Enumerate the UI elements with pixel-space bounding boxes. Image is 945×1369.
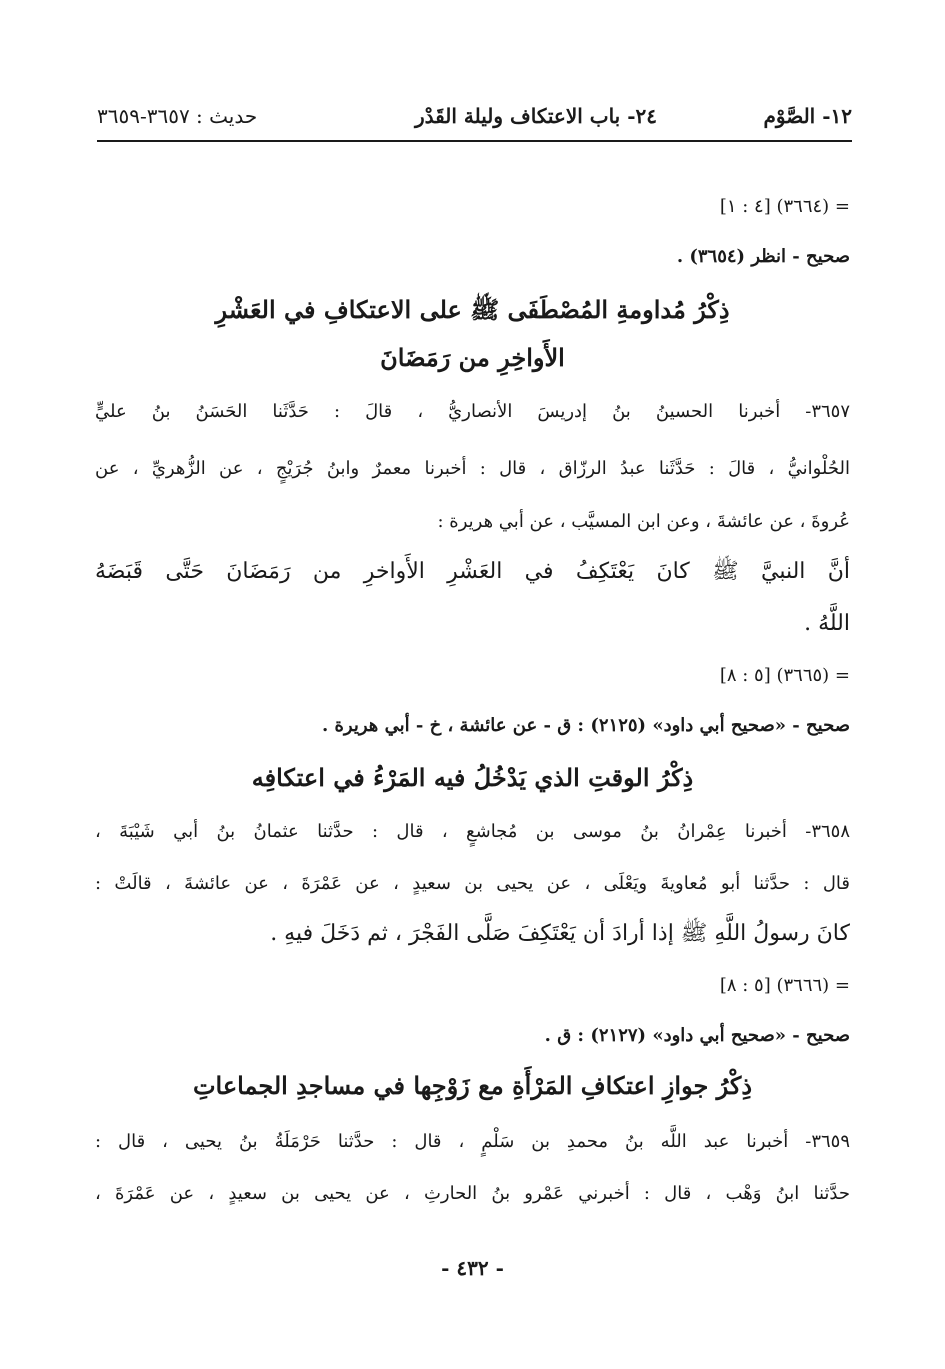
header-hadith-range: حديث : ٣٦٥٧-٣٦٥٩ [97, 104, 258, 128]
matn-line: اللَّهُ . [804, 611, 850, 636]
header-divider [97, 140, 852, 142]
isnad-line: قال : حدَّثنا أبو مُعاويةَ ويَعْلَى ، عن يحيى بن سعيدٍ ، عن عَمْرَةَ ، عن عائشةَ ، قالَتْ : [95, 873, 850, 894]
section-title: ذِكْرُ الوقتِ الذي يَدْخُلُ فيه المَرْءُ في اعتكافِه [251, 763, 694, 792]
grading-note: صحيح - «صحيح أبي داود» (٢١٢٥) : ق - عن عائشة ، خ - أبي هريرة . [321, 715, 850, 736]
header-chapter: ١٢- الصَّوْم [763, 104, 852, 128]
grading-note: صحيح - «صحيح أبي داود» (٢١٢٧) : ق . [544, 1025, 850, 1046]
page-number: - ٤٣٢ - [441, 1256, 504, 1280]
isnad-line: ٣٦٥٨- أخبرنا عِمْرانُ بنُ موسى بن مُجاشعٍ ، قال : حدَّثنا عثمانُ بنُ أبي شَيْبَةَ ، [95, 821, 850, 842]
header-section: ٢٤- باب الاعتكاف وليلة القَدْر [415, 104, 657, 128]
cross-reference: = (٣٦٦٥) [٥ : ٨] [719, 665, 850, 686]
isnad-line: حدَّثنا ابنُ وَهْب ، قال : أخبرني عَمْرو بنُ الحارثِ ، عن يحيى بن سعيدٍ ، عن عَمْرَةَ ، [95, 1183, 850, 1204]
section-title-continued: الأَواخِرِ من رَمَضَانَ [380, 343, 565, 372]
running-header [97, 100, 852, 136]
isnad-line: ٣٦٥٧- أخبرنا الحسينُ بنُ إدريسَ الأنصاريُّ ، قالَ : حَدَّثَنا الحَسَنُ بنُ عليٍّ [95, 401, 850, 422]
section-title: ذِكْرُ مُداومةِ المُصْطَفَى ﷺ على الاعتكافِ في العَشْرِ [215, 295, 730, 324]
isnad-line: عُروةَ ، عن عائشةَ ، وعن ابن المسيَّب ، عن أبي هريرة : [437, 511, 850, 532]
isnad-line: الحُلْوانيُّ ، قالَ : حَدَّثَنا عبدُ الرزّاق ، قال : أخبرنا معمرٌ وابنُ جُرَيْجٍ ، عن الزُّهريِّ ، عن [95, 458, 850, 479]
cross-reference: = (٣٦٦٤) [٤ : ١] [719, 196, 850, 217]
matn-line: كانَ رسولُ اللَّهِ ﷺ إذا أرادَ أن يَعْتَكِفَ صَلَّى الفَجْرَ ، ثم دَخَلَ فيهِ . [270, 921, 850, 946]
section-title: ذِكْرُ جوازِ اعتكافِ المَرْأَةِ مع زَوْجِها في مساجدِ الجماعاتِ [192, 1071, 753, 1100]
matn-line: أنَّ النبيَّ ﷺ كانَ يَعْتَكِفُ في العَشْرِ الأَواخرِ من رَمَضَانَ حَتَّى قَبَضَهُ [95, 559, 850, 584]
isnad-line: ٣٦٥٩- أخبرنا عبد اللَّه بنُ محمدِ بن سَلْمٍ ، قال : حدَّثنا حَرْمَلَةُ بنُ يحيى ، قال : [95, 1131, 850, 1152]
cross-reference: = (٣٦٦٦) [٥ : ٨] [719, 975, 850, 996]
grading-note: صحيح - انظر (٣٦٥٤) . [676, 246, 850, 267]
